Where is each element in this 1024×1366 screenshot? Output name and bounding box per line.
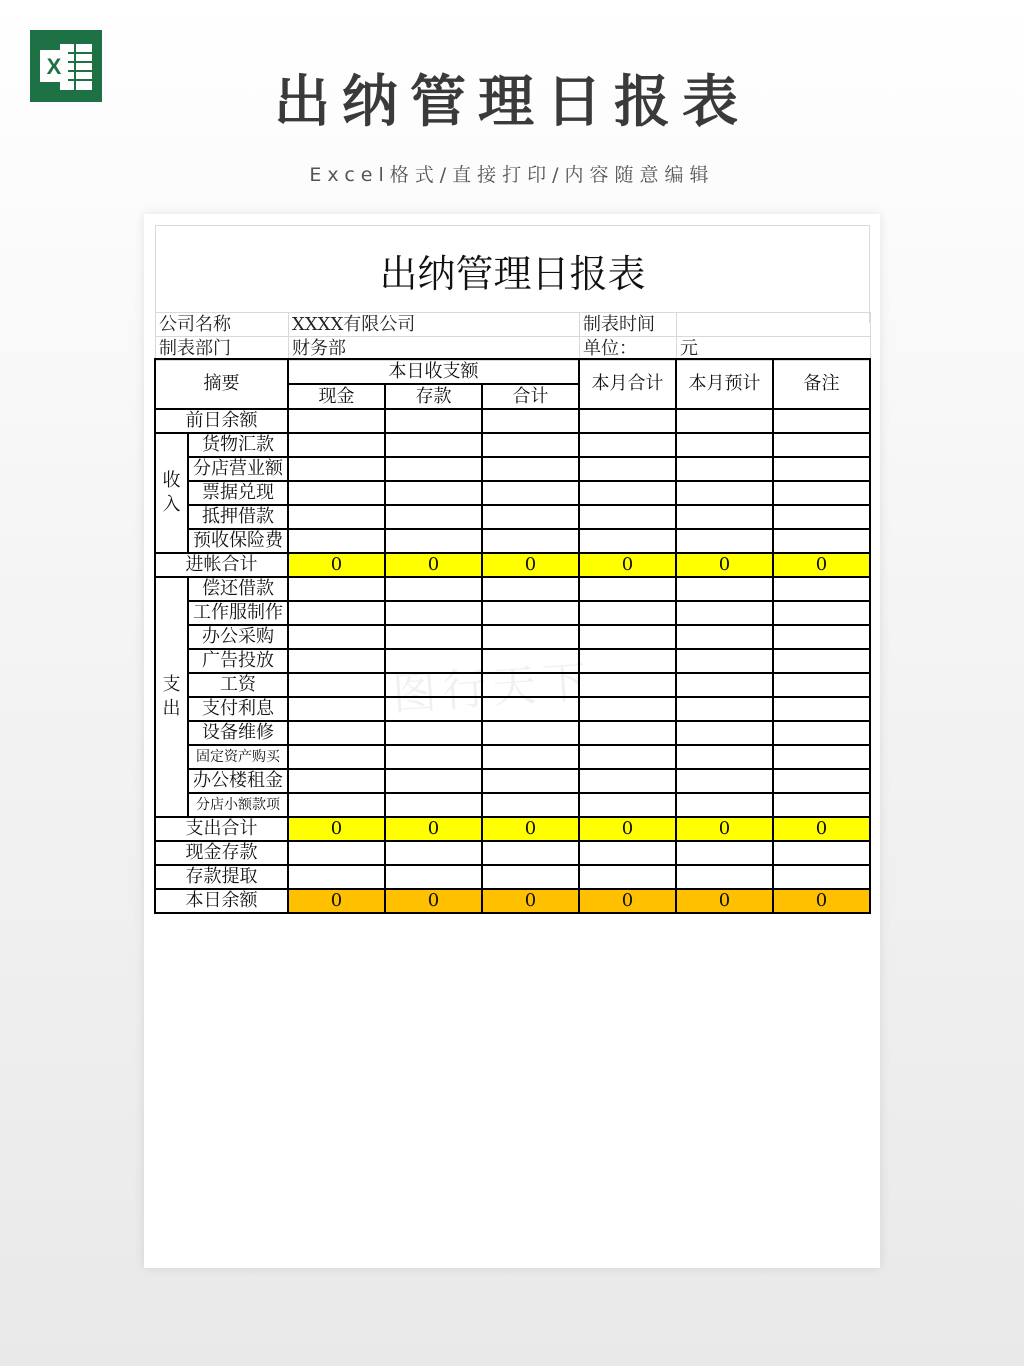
- header-daily-group: 本日收支额: [288, 359, 579, 384]
- row-label-prev-balance: 前日余额: [155, 409, 288, 433]
- cell[interactable]: [482, 721, 579, 745]
- sheet-title: 出纳管理日报表: [155, 225, 870, 323]
- cell[interactable]: [385, 433, 482, 457]
- cell[interactable]: [482, 865, 579, 889]
- header-summary: 摘要: [155, 359, 288, 409]
- cell[interactable]: [385, 745, 482, 769]
- expense-item-label: 办公采购: [188, 625, 288, 649]
- cell[interactable]: [579, 577, 676, 601]
- expense-total-cell[interactable]: 0: [579, 817, 676, 841]
- income-item-label: 货物汇款: [188, 433, 288, 457]
- table-row: [155, 865, 870, 889]
- header-cash: 现金: [288, 384, 385, 409]
- cell[interactable]: [773, 625, 870, 649]
- table-row: [155, 673, 870, 697]
- cell[interactable]: [482, 505, 579, 529]
- cell[interactable]: [579, 865, 676, 889]
- cell[interactable]: [288, 529, 385, 553]
- expense-item-label: 广告投放: [188, 649, 288, 673]
- svg-text:X: X: [46, 54, 62, 79]
- time-label: 制表时间: [580, 313, 677, 337]
- cell[interactable]: [385, 601, 482, 625]
- dept-value[interactable]: 财务部: [289, 337, 580, 361]
- income-total-cell[interactable]: 0: [676, 553, 773, 577]
- income-item-label: 预收保险费: [188, 529, 288, 553]
- unit-value[interactable]: 元: [677, 337, 871, 361]
- cell[interactable]: [676, 721, 773, 745]
- expense-total-cell[interactable]: 0: [676, 817, 773, 841]
- info-table: [155, 312, 871, 361]
- table-row: [155, 553, 870, 577]
- row-label-income-total: 进帐合计: [155, 553, 288, 577]
- income-item-label: 票据兑现: [188, 481, 288, 505]
- expense-item-label: 办公楼租金: [188, 769, 288, 793]
- cell[interactable]: [676, 745, 773, 769]
- cell[interactable]: [579, 481, 676, 505]
- cell[interactable]: [773, 841, 870, 865]
- cell[interactable]: [288, 697, 385, 721]
- cell[interactable]: [773, 769, 870, 793]
- expense-total-cell[interactable]: 0: [385, 817, 482, 841]
- cell[interactable]: [482, 577, 579, 601]
- cell[interactable]: [579, 505, 676, 529]
- cell[interactable]: [579, 433, 676, 457]
- cell[interactable]: [676, 865, 773, 889]
- income-group-label: 收入: [155, 433, 188, 553]
- cell[interactable]: [676, 529, 773, 553]
- cell[interactable]: [676, 793, 773, 817]
- expense-item-label: 分店小额款项: [188, 793, 288, 817]
- cell[interactable]: [773, 577, 870, 601]
- expense-total-cell[interactable]: 0: [288, 817, 385, 841]
- header-total: 合计: [482, 384, 579, 409]
- expense-item-label: 工资: [188, 673, 288, 697]
- company-label: 公司名称: [156, 313, 289, 337]
- cell[interactable]: [773, 601, 870, 625]
- income-total-cell[interactable]: 0: [579, 553, 676, 577]
- cell[interactable]: [676, 409, 773, 433]
- cell[interactable]: [676, 577, 773, 601]
- cell[interactable]: [482, 673, 579, 697]
- cell[interactable]: [385, 769, 482, 793]
- cell[interactable]: [482, 649, 579, 673]
- cell[interactable]: [288, 793, 385, 817]
- cell[interactable]: [482, 769, 579, 793]
- cell[interactable]: [385, 409, 482, 433]
- cell[interactable]: [385, 793, 482, 817]
- cell[interactable]: [385, 649, 482, 673]
- cell[interactable]: [482, 457, 579, 481]
- row-label-expense-total: 支出合计: [155, 817, 288, 841]
- cell[interactable]: [482, 841, 579, 865]
- cell[interactable]: [676, 433, 773, 457]
- table-row: [155, 769, 870, 793]
- row-label-today-balance: 本日余额: [155, 889, 288, 913]
- table-row: [155, 649, 870, 673]
- cell[interactable]: [579, 673, 676, 697]
- cell[interactable]: [579, 841, 676, 865]
- cell[interactable]: [288, 721, 385, 745]
- table-row: [155, 529, 870, 553]
- cell[interactable]: [773, 673, 870, 697]
- page-title: 出纳管理日报表: [274, 70, 750, 135]
- cell[interactable]: [482, 529, 579, 553]
- cell[interactable]: [676, 673, 773, 697]
- table-row: [155, 721, 870, 745]
- cell[interactable]: [288, 481, 385, 505]
- table-row: [155, 457, 870, 481]
- expense-item-label: 固定资产购买: [188, 745, 288, 769]
- cell[interactable]: [288, 745, 385, 769]
- cell[interactable]: [773, 505, 870, 529]
- page-subtitle: Excel格式/直接打印/内容随意编辑: [309, 164, 715, 186]
- cell[interactable]: [579, 529, 676, 553]
- table-row: [155, 505, 870, 529]
- cell[interactable]: [579, 457, 676, 481]
- cell[interactable]: [773, 865, 870, 889]
- cell[interactable]: [288, 505, 385, 529]
- cell[interactable]: [579, 745, 676, 769]
- cell[interactable]: [773, 649, 870, 673]
- cell[interactable]: [482, 409, 579, 433]
- cell[interactable]: [385, 841, 482, 865]
- cell[interactable]: [385, 529, 482, 553]
- income-item-label: 分店营业额: [188, 457, 288, 481]
- cell[interactable]: [773, 745, 870, 769]
- cell[interactable]: [482, 697, 579, 721]
- header-remarks: 备注: [773, 359, 870, 409]
- cell[interactable]: [288, 865, 385, 889]
- table-row: [155, 841, 870, 865]
- table-row: [155, 601, 870, 625]
- cell[interactable]: [676, 841, 773, 865]
- cell[interactable]: [482, 481, 579, 505]
- expense-item-label: 工作服制作: [188, 601, 288, 625]
- cell[interactable]: [676, 649, 773, 673]
- cell[interactable]: [579, 625, 676, 649]
- today-balance-cell[interactable]: 0: [676, 889, 773, 913]
- cell[interactable]: [773, 793, 870, 817]
- header-month-total: 本月合计: [579, 359, 676, 409]
- income-total-cell[interactable]: 0: [773, 553, 870, 577]
- income-item-label: 抵押借款: [188, 505, 288, 529]
- cell[interactable]: [482, 793, 579, 817]
- cell[interactable]: [385, 697, 482, 721]
- cell[interactable]: [579, 649, 676, 673]
- cell[interactable]: [385, 721, 482, 745]
- cell[interactable]: [676, 505, 773, 529]
- cell[interactable]: [482, 433, 579, 457]
- table-row: [155, 793, 870, 817]
- unit-label: 单位：: [580, 337, 677, 361]
- cell[interactable]: [579, 409, 676, 433]
- cell[interactable]: [288, 841, 385, 865]
- expense-group-label: 支出: [155, 577, 188, 817]
- company-value[interactable]: XXXX有限公司: [289, 313, 580, 337]
- today-balance-cell[interactable]: 0: [579, 889, 676, 913]
- cell[interactable]: [385, 865, 482, 889]
- table-row: [155, 745, 870, 769]
- cell[interactable]: [579, 769, 676, 793]
- cell[interactable]: [288, 601, 385, 625]
- row-label-cash-deposit: 现金存款: [155, 841, 288, 865]
- cell[interactable]: [676, 697, 773, 721]
- cell[interactable]: [676, 601, 773, 625]
- cell[interactable]: [288, 673, 385, 697]
- today-balance-cell[interactable]: 0: [385, 889, 482, 913]
- income-total-cell[interactable]: 0: [482, 553, 579, 577]
- cell[interactable]: [579, 601, 676, 625]
- cell[interactable]: [579, 697, 676, 721]
- cell[interactable]: [773, 409, 870, 433]
- cell[interactable]: [773, 697, 870, 721]
- table-row: [155, 481, 870, 505]
- today-balance-cell[interactable]: 0: [773, 889, 870, 913]
- expense-total-cell[interactable]: 0: [482, 817, 579, 841]
- cell[interactable]: [676, 769, 773, 793]
- table-row: [155, 625, 870, 649]
- expense-total-cell[interactable]: 0: [773, 817, 870, 841]
- spreadsheet-preview: [144, 214, 880, 1268]
- table-row: [155, 433, 870, 457]
- today-balance-cell[interactable]: 0: [482, 889, 579, 913]
- cell[interactable]: [773, 433, 870, 457]
- cell[interactable]: [385, 673, 482, 697]
- dept-label: 制表部门: [156, 337, 289, 361]
- income-total-cell[interactable]: 0: [288, 553, 385, 577]
- table-row: [155, 577, 870, 601]
- cell[interactable]: [482, 625, 579, 649]
- table-row: [155, 889, 870, 913]
- cell[interactable]: [676, 457, 773, 481]
- cell[interactable]: [676, 481, 773, 505]
- cell[interactable]: [385, 505, 482, 529]
- header-month-forecast: 本月预计: [676, 359, 773, 409]
- cell[interactable]: [482, 601, 579, 625]
- header-deposit: 存款: [385, 384, 482, 409]
- cell[interactable]: [288, 769, 385, 793]
- cell[interactable]: [482, 745, 579, 769]
- cell[interactable]: [288, 457, 385, 481]
- time-value[interactable]: [677, 313, 871, 337]
- table-row: [155, 697, 870, 721]
- table-row: [155, 817, 870, 841]
- cell[interactable]: [385, 577, 482, 601]
- cell[interactable]: [385, 625, 482, 649]
- cell[interactable]: [773, 721, 870, 745]
- cell[interactable]: [385, 457, 482, 481]
- cell[interactable]: [579, 793, 676, 817]
- cell[interactable]: [773, 529, 870, 553]
- cash-report-table: [154, 358, 871, 914]
- cell[interactable]: [579, 721, 676, 745]
- cell[interactable]: [773, 481, 870, 505]
- watermark: 图行天下: [390, 656, 594, 721]
- table-row: [155, 409, 870, 433]
- expense-item-label: 偿还借款: [188, 577, 288, 601]
- cell[interactable]: [385, 481, 482, 505]
- expense-item-label: 支付利息: [188, 697, 288, 721]
- cell[interactable]: [288, 577, 385, 601]
- cell[interactable]: [288, 409, 385, 433]
- expense-item-label: 设备维修: [188, 721, 288, 745]
- today-balance-cell[interactable]: 0: [288, 889, 385, 913]
- income-total-cell[interactable]: 0: [385, 553, 482, 577]
- row-label-withdrawal: 存款提取: [155, 865, 288, 889]
- cell[interactable]: [773, 457, 870, 481]
- cell[interactable]: [676, 625, 773, 649]
- cell[interactable]: [288, 625, 385, 649]
- cell[interactable]: [288, 649, 385, 673]
- cell[interactable]: [288, 433, 385, 457]
